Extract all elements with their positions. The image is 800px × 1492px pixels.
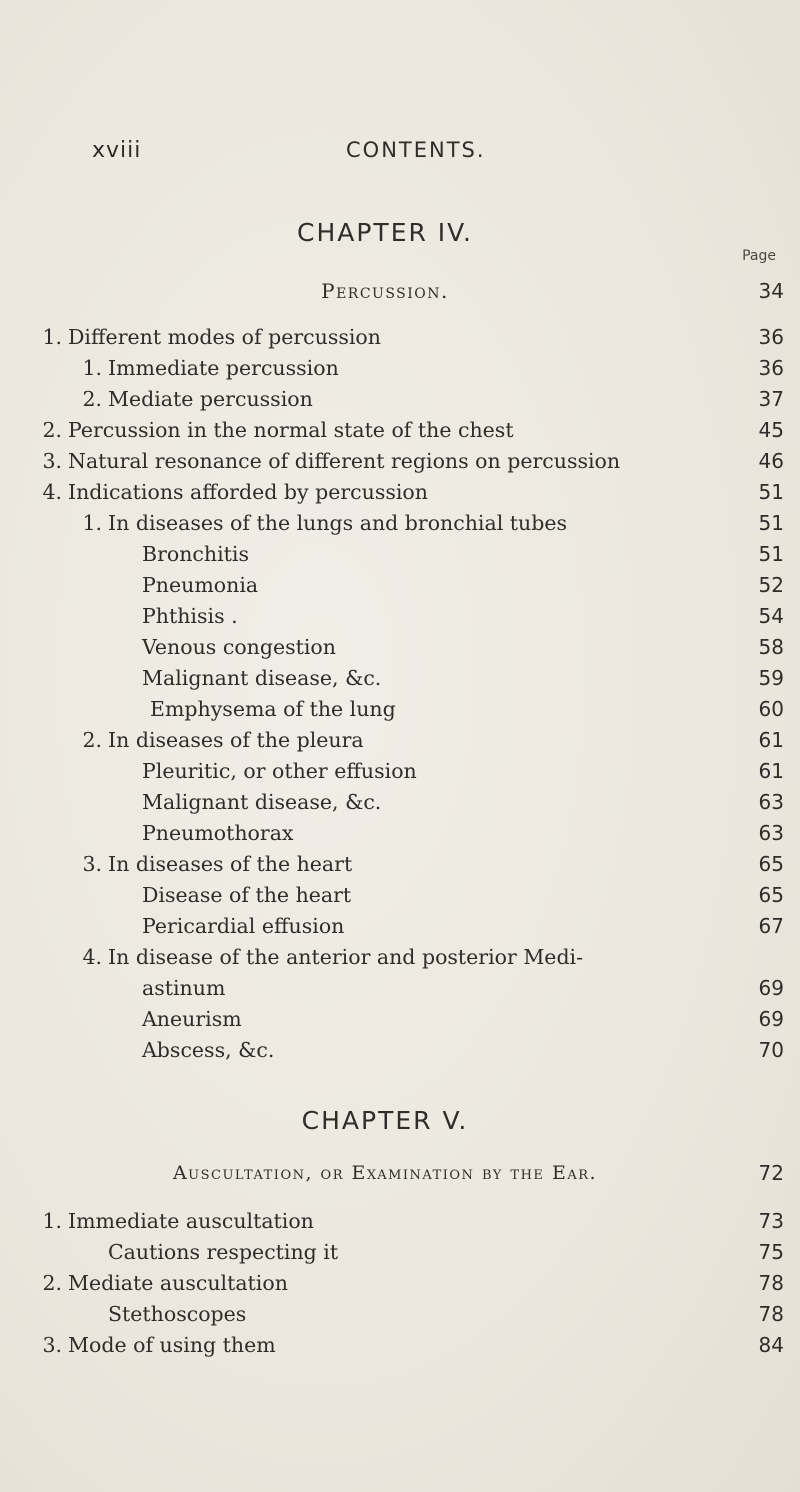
entry-label: In diseases of the pleura: [108, 728, 364, 752]
chapter-iv-title: Percussion.: [321, 279, 449, 303]
entry-number: 3.: [82, 852, 102, 876]
toc-entry: [142, 1004, 784, 1035]
page-ref: 54: [758, 604, 784, 628]
entry-label: Stethoscopes: [108, 1302, 247, 1326]
entry-label: Phthisis .: [142, 604, 238, 628]
page-ref: 70: [758, 1038, 784, 1062]
entry-label: Pleuritic, or other effusion: [142, 759, 417, 783]
chapter-v-title-row: [0, 1158, 784, 1189]
page-ref: 46: [758, 449, 784, 473]
entry-number: 3.: [42, 1333, 62, 1357]
entry-label: Venous congestion: [142, 635, 336, 659]
page-ref: 36: [758, 356, 784, 380]
chapter-iv-title-row: [0, 276, 784, 307]
toc-entry: [82, 353, 784, 384]
entry-label: Mode of using them: [68, 1333, 276, 1357]
toc-entry: [142, 570, 784, 601]
page-ref: 51: [758, 511, 784, 535]
toc-entry: [82, 942, 784, 973]
page-ref: 84: [758, 1333, 784, 1357]
entry-label: Pericardial effusion: [142, 914, 345, 938]
entry-number: 1.: [42, 1209, 62, 1233]
entry-label: Abscess, &c.: [142, 1038, 275, 1062]
toc-entry: [142, 911, 784, 942]
page-ref: 36: [758, 325, 784, 349]
toc-entry: [142, 973, 784, 1004]
toc-entry: [142, 539, 784, 570]
toc-entry: [82, 384, 784, 415]
page-ref: 63: [758, 790, 784, 814]
entry-label: Cautions respecting it: [108, 1240, 339, 1264]
entry-number: 2.: [82, 387, 102, 411]
page-ref: 60: [758, 697, 784, 721]
entry-number: 1.: [82, 356, 102, 380]
toc-entry: [142, 1035, 784, 1066]
chapter-v-title: Auscultation, or Examination by the Ear.: [172, 1162, 598, 1184]
page-column-label: Page: [742, 248, 776, 264]
entry-label: Different modes of percussion: [68, 325, 381, 349]
toc-entry: [108, 1237, 784, 1268]
entry-label: Bronchitis: [142, 542, 249, 566]
toc-entry: [150, 694, 784, 725]
entry-number: 2.: [42, 418, 62, 442]
page-ref: 63: [758, 821, 784, 845]
running-head: [92, 138, 708, 168]
entry-label: Mediate percussion: [108, 387, 313, 411]
toc-entry: [42, 322, 784, 353]
entry-label: In disease of the anterior and posterior Medi-: [108, 945, 584, 969]
entry-number: 2.: [42, 1271, 62, 1295]
entry-label: Immediate percussion: [108, 356, 339, 380]
entry-label: Percussion in the normal state of the chest: [68, 418, 514, 442]
page-ref: 75: [758, 1240, 784, 1264]
toc-entry: [142, 818, 784, 849]
entry-number: 2.: [82, 728, 102, 752]
toc-entry: [42, 1268, 784, 1299]
toc-entry: [42, 1330, 784, 1361]
toc-entry: [108, 1299, 784, 1330]
page-ref: 52: [758, 573, 784, 597]
page-ref: 67: [758, 914, 784, 938]
entry-number: 1.: [82, 511, 102, 535]
page-ref: 45: [758, 418, 784, 442]
toc-entry: [142, 663, 784, 694]
entry-label: Pneumonia: [142, 573, 259, 597]
toc-entry: [42, 415, 784, 446]
toc-entry: [142, 880, 784, 911]
page-ref: 34: [758, 279, 784, 303]
entry-label: Emphysema of the lung: [150, 697, 396, 721]
entry-label: Mediate auscultation: [68, 1271, 288, 1295]
page-ref: 78: [758, 1302, 784, 1326]
toc-entry: [142, 756, 784, 787]
entry-number: 4.: [82, 945, 102, 969]
toc-entry: [42, 446, 784, 477]
page-ref: 51: [758, 542, 784, 566]
toc-entry: [82, 725, 784, 756]
page-number: xviii: [92, 138, 142, 163]
toc-entry: [142, 632, 784, 663]
toc-entry: [142, 787, 784, 818]
chapter-v-heading: CHAPTER V.: [301, 1106, 469, 1135]
page-ref: 59: [758, 666, 784, 690]
entry-label: In diseases of the heart: [108, 852, 353, 876]
entry-number: 4.: [42, 480, 62, 504]
page-ref: 72: [758, 1161, 784, 1185]
entry-number: 1.: [42, 325, 62, 349]
page-ref: 58: [758, 635, 784, 659]
toc-entry: [82, 849, 784, 880]
toc-entry: [142, 601, 784, 632]
entry-label: Aneurism: [142, 1007, 242, 1031]
entry-label: astinum: [142, 976, 226, 1000]
page-ref: 61: [758, 759, 784, 783]
page-ref: 69: [758, 976, 784, 1000]
entry-label: Indications afforded by percussion: [68, 480, 428, 504]
toc-entry: [42, 477, 784, 508]
page-ref: 73: [758, 1209, 784, 1233]
page-ref: 51: [758, 480, 784, 504]
toc-entry: [42, 1206, 784, 1237]
page-ref: 65: [758, 852, 784, 876]
entry-label: Malignant disease, &c.: [142, 666, 382, 690]
entry-label: Natural resonance of different regions on percussion: [68, 449, 621, 473]
page-ref: 69: [758, 1007, 784, 1031]
entry-label: In diseases of the lungs and bronchial tubes: [108, 511, 567, 535]
entry-label: Disease of the heart: [142, 883, 352, 907]
entry-label: Malignant disease, &c.: [142, 790, 382, 814]
page-ref: 78: [758, 1271, 784, 1295]
page-ref: 65: [758, 883, 784, 907]
entry-number: 3.: [42, 449, 62, 473]
entry-label: Immediate auscultation: [68, 1209, 314, 1233]
entry-label: Pneumothorax: [142, 821, 294, 845]
toc-entry: [82, 508, 784, 539]
running-title: CONTENTS.: [346, 138, 486, 162]
chapter-iv-heading: CHAPTER IV.: [296, 218, 474, 247]
page-ref: 37: [758, 387, 784, 411]
page-ref: 61: [758, 728, 784, 752]
